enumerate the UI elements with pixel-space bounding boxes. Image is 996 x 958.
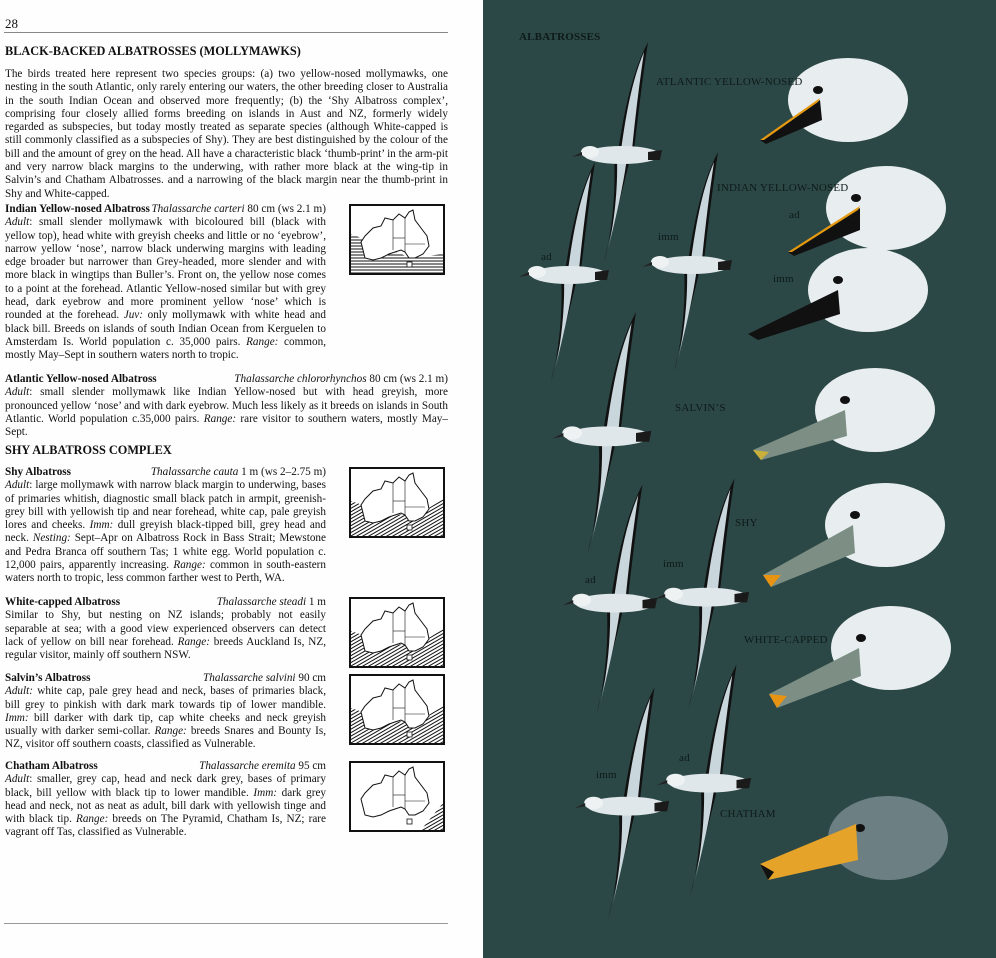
scientific-name: Thalassarche cauta	[150, 466, 239, 478]
plate-title: ALBATROSSES	[519, 31, 601, 43]
range-map	[349, 467, 445, 538]
species-description: Similar to Shy, but nesting on NZ islands; probably not easily separable at sea; with a good view experienced observers can detect lack of yellow on bill near forehead. Range: breeds Auckland Is, NZ, regular visitor, mainly off southern NSW.	[5, 609, 326, 662]
illustration-plate	[483, 0, 996, 958]
species-description: Adult: small slender mollymawk with bicoloured bill (black with yellow top), head white with greyish cheeks and little or no ‘eyebrow’, narrow yellow ‘nose’, narrow black underwing margins with leading edge broader but narrower than Grey-headed, more slender and with more black in wingtips than Buller’s. Front on, the yellow nose comes to a point at the forehead. Atlantic Yellow-nosed similar but with grey head, dark eyebrow and more prominent yellow ‘nose’ which is rounded at the forehead. Juv: only mollymawk with white head and black bill. Breeds on islands of south Indian Ocean from Kerguelen to Amsterdam Is. World population c. 35,000 pairs. Range: common, mostly May–Sept in southern waters north to tropic.	[5, 216, 326, 362]
species-entry-chatham	[5, 760, 326, 840]
species-header: Shy Albatross Thalassarche cauta 1 m (ws 2–2.75 m)	[5, 466, 326, 478]
species-name: Indian Yellow-nosed Albatross	[5, 203, 150, 215]
species-description: Adult: small slender mollymawk like Indian Yellow-nosed but with head greyish, more pronounced yellow ‘nose’ and with dark eyebrow. Much less likely as it breeds on islands in South Atlantic. World population c.35,000 pairs. Range: rare visitor to southern waters, mostly May–Sept.	[5, 386, 448, 439]
species-description: Adult: smaller, grey cap, head and neck dark grey, bases of primary black, bill yellow with black tip to lower mandible. Imm: dark grey head and neck, not as neat as adult, bill dark with yellowish tinge and with black tip. Range: breeds on The Pyramid, Chatham Is, NZ; rare vagrant off Tas, classified as Vulnerable.	[5, 773, 327, 839]
range-map	[349, 597, 445, 668]
range-map	[349, 204, 445, 275]
species-entry-shy	[5, 466, 326, 586]
species-header: Salvin’s Albatross Thalassarche salvini 90 cm	[5, 672, 326, 684]
species-name: Salvin’s Albatross	[5, 672, 91, 684]
header-rule	[4, 32, 448, 33]
scientific-name: Thalassarche steadi	[216, 596, 307, 608]
species-entry-salvins	[5, 672, 326, 752]
label-salvins: SALVIN’S	[675, 402, 726, 414]
species-description: Adult: large mollymawk with narrow black margin to underwing, bases of primaries whitish, diagnostic small black patch in armpit, greenish-grey bill with yellowish tip and near forehead, white cap, pale greyish lores and cheeks. Imm: dull greyish black-tipped bill, grey head and neck. Nesting: Sept–Apr on Albatross Rock in Bass Strait; Mewstone and Pedra Branca off southern Tas; 1 white egg. World population c. 12,000 pairs, apparently increasing. Range: common in south-eastern waters north to tropic, less common farther west to Perth, WA.	[5, 479, 326, 585]
species-entry-atlantic-yellow-nosed	[5, 373, 448, 439]
label-shy: SHY	[735, 517, 758, 529]
range-map	[349, 761, 445, 832]
species-entry-white-capped	[5, 596, 326, 662]
species-description: Adult: white cap, pale grey head and neck, bases of primaries black, bill grey to pinkish with dark mark towards tip of lower mandible. Imm: bill darker with dark tip, cap white cheeks and neck greyish usually with darker semi-collar. Range: breeds Snares and Bounty Is, NZ, visitor off southern coasts, classified as Vulnerable.	[5, 685, 327, 751]
species-name: White-capped Albatross	[5, 596, 121, 608]
species-name: Chatham Albatross	[5, 760, 98, 772]
label-chatham: CHATHAM	[720, 808, 776, 820]
species-header: Indian Yellow-nosed Albatross Thalassarche carteri 80 cm (ws 2.1 m)	[5, 203, 326, 215]
species-header: Chatham Albatross Thalassarche eremita 95 cm	[5, 760, 326, 772]
footer-rule	[4, 923, 448, 924]
label-atlantic-yellow-nosed: ATLANTIC YELLOW-NOSED	[656, 76, 803, 88]
species-name: Atlantic Yellow-nosed Albatross	[5, 373, 157, 385]
subsection-title: SHY ALBATROSS COMPLEX	[5, 443, 172, 457]
label-imm: imm	[596, 769, 617, 781]
label-ad: ad	[541, 251, 552, 263]
label-ad: ad	[679, 752, 690, 764]
text-page	[0, 0, 483, 958]
species-name: Shy Albatross	[5, 466, 72, 478]
species-header: Atlantic Yellow-nosed Albatross Thalassarche chlororhynchos 80 cm (ws 2.1 m)	[5, 373, 448, 385]
scientific-name: Thalassarche eremita	[199, 760, 296, 772]
label-imm: imm	[658, 231, 679, 243]
intro-paragraph: The birds treated here represent two species groups: (a) two yellow-nosed mollymawks, one nesting in the south Atlantic, only rarely entering our waters, the other breeding closer to Australia in the south Indian Ocean and observed more frequently; (b) the ‘Shy Albatross complex’, comprising four closely allied forms breeding on islands in Aust and NZ, formerly widely regarded as subspecies, but today mostly treated as separate species (although White-capped is still commonly classified as a subspecies of Shy). They are best distinguished by the colour of the bill and the amount of grey on the head. All have a characteristic black ‘thumb-print’ in the arm-pit and very narrow black margins to the underwing, with rather more black at the wing-tip in Salvin’s and Chatham Albatrosses. and a narrowing of the black margin near the thumb-print in Shy and White-capped.	[5, 68, 448, 200]
scientific-name: Thalassarche carteri	[151, 203, 245, 215]
scientific-name: Thalassarche salvini	[203, 672, 296, 684]
page-number: 28	[5, 16, 18, 31]
label-ad: ad	[585, 574, 596, 586]
label-imm: imm	[663, 558, 684, 570]
range-map	[349, 674, 445, 745]
label-ad: ad	[789, 209, 800, 221]
species-header: White-capped Albatross Thalassarche steadi 1 m	[5, 596, 326, 608]
species-entry-indian-yellow-nosed	[5, 203, 326, 363]
label-indian-yellow-nosed: INDIAN YELLOW-NOSED	[717, 182, 849, 194]
section-title: BLACK-BACKED ALBATROSSES (MOLLYMAWKS)	[5, 44, 301, 58]
label-white-capped: WHITE-CAPPED	[744, 634, 828, 646]
scientific-name: Thalassarche chlororhynchos	[234, 373, 367, 385]
label-imm: imm	[773, 273, 794, 285]
